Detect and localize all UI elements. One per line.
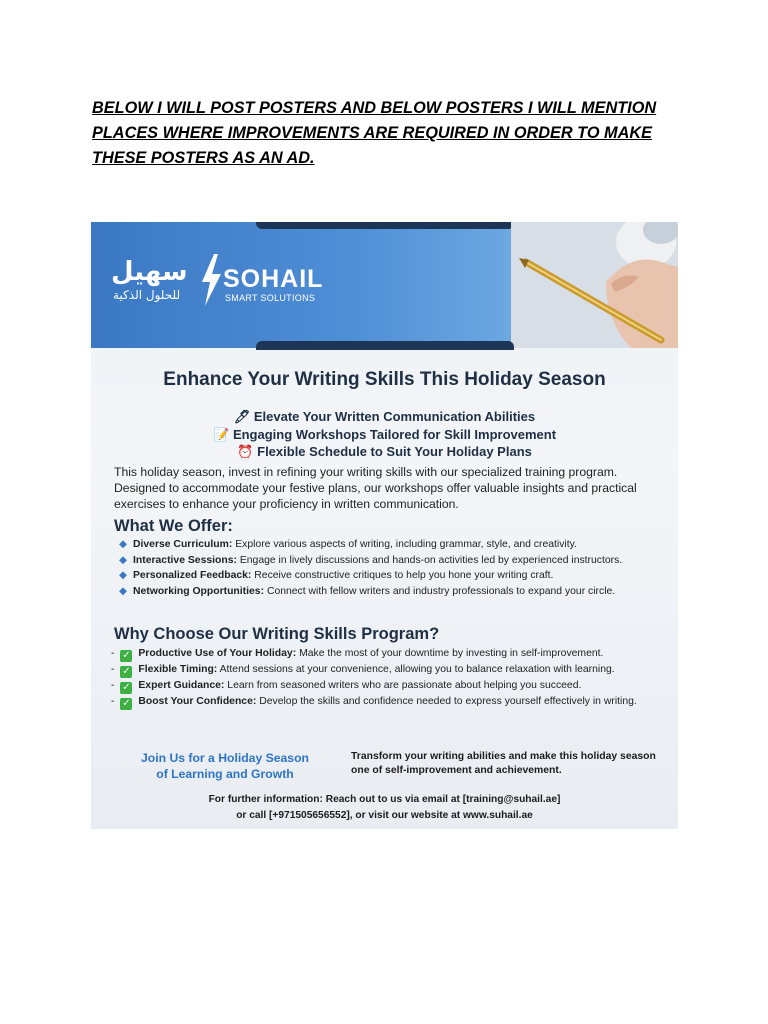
lightning-bolt-icon bbox=[199, 254, 223, 306]
contact-info bbox=[91, 792, 678, 823]
transform-statement: Transform your writing abilities and make this holiday season one of self-improvement and achievement. bbox=[351, 751, 656, 776]
offer-list bbox=[114, 537, 669, 599]
reason-item: - ✓ Productive Use of Your Holiday: Make the most of your downtime by investing in self-improvement. bbox=[111, 648, 604, 661]
reason-item: - ✓ Flexible Timing: Attend sessions at your convenience, allowing you to balance relaxation with learning. bbox=[111, 664, 615, 677]
hand-with-pen-photo bbox=[511, 222, 678, 348]
bullet-icon: ◆ bbox=[119, 554, 127, 566]
banner-bottom-bar bbox=[256, 341, 514, 350]
check-mark-icon: ✓ bbox=[122, 698, 131, 709]
check-mark-icon: ✓ bbox=[122, 666, 131, 677]
contact-line-phone-web: or call [+971505656552], or visit our website at www.suhail.ae bbox=[236, 809, 533, 821]
offer-item: ◆ Interactive Sessions: Engage in lively discussions and hands-on activities led by experienced instructors. bbox=[119, 554, 623, 566]
pen-icon: 🖊 bbox=[233, 409, 251, 424]
poster-title: Enhance Your Writing Skills This Holiday Season bbox=[163, 369, 606, 390]
bullet-icon: ◆ bbox=[119, 539, 127, 550]
intro-paragraph: This holiday season, invest in refining your writing skills with our specialized training program. Designed to accommodate your festive plans, our workshops offer valuable insights and practical exercises to enhance your proficiency in written communication. bbox=[114, 465, 637, 511]
highlight-item: 🖊 Elevate Your Written Communication Abilities bbox=[233, 409, 536, 424]
document-heading: BELOW I WILL POST POSTERS AND BELOW POSTERS I WILL MENTION PLACES WHERE IMPROVEMENTS ARE REQUIRED IN ORDER TO MAKE THESE POSTERS AS AN AD. bbox=[92, 99, 657, 167]
bullet-icon: ◆ bbox=[119, 585, 127, 597]
bullet-icon: ◆ bbox=[119, 570, 127, 582]
logo-name: SOHAIL bbox=[223, 265, 324, 293]
why-heading: Why Choose Our Writing Skills Program? bbox=[114, 625, 440, 643]
offer-item: ◆ Personalized Feedback: Receive constructive critiques to help you hone your writing craft. bbox=[119, 570, 554, 582]
highlight-item: ⏰ Flexible Schedule to Suit Your Holiday Plans bbox=[237, 444, 532, 459]
reason-item: - ✓ Expert Guidance: Learn from seasoned writers who are passionate about helping you succeed. bbox=[111, 680, 582, 693]
logo-tagline: SMART SOLUTIONS bbox=[225, 293, 316, 303]
contact-line-email: For further information: Reach out to us via email at [training@suhail.ae] bbox=[208, 794, 561, 805]
join-us-callout: Join Us for a Holiday Season of Learning and Growth bbox=[141, 751, 309, 781]
logo-arabic-name: سهيل bbox=[111, 257, 188, 287]
poster-banner bbox=[91, 222, 678, 348]
banner-top-bar bbox=[256, 222, 514, 229]
alarm-clock-icon: ⏰ bbox=[237, 444, 254, 459]
reasons-list bbox=[111, 646, 671, 710]
check-mark-icon: ✓ bbox=[122, 650, 131, 661]
sohail-logo bbox=[111, 254, 331, 314]
highlight-item: 📝 Engaging Workshops Tailored for Skill Improvement bbox=[212, 426, 557, 442]
offer-item: ◆ Diverse Curriculum: Explore various aspects of writing, including grammar, style, and creativity. bbox=[119, 539, 577, 550]
highlights-list bbox=[91, 408, 678, 461]
offer-heading: What We Offer: bbox=[114, 517, 233, 535]
poster bbox=[91, 222, 678, 829]
memo-icon: 📝 bbox=[212, 426, 230, 442]
reason-item: - ✓ Boost Your Confidence: Develop the skills and confidence needed to express yourself effectively in writing. bbox=[111, 696, 637, 709]
logo-arabic-tagline: للحلول الذكية bbox=[113, 288, 181, 302]
offer-item: ◆ Networking Opportunities: Connect with fellow writers and industry professionals to expand your circle. bbox=[119, 585, 616, 597]
check-mark-icon: ✓ bbox=[122, 682, 131, 693]
